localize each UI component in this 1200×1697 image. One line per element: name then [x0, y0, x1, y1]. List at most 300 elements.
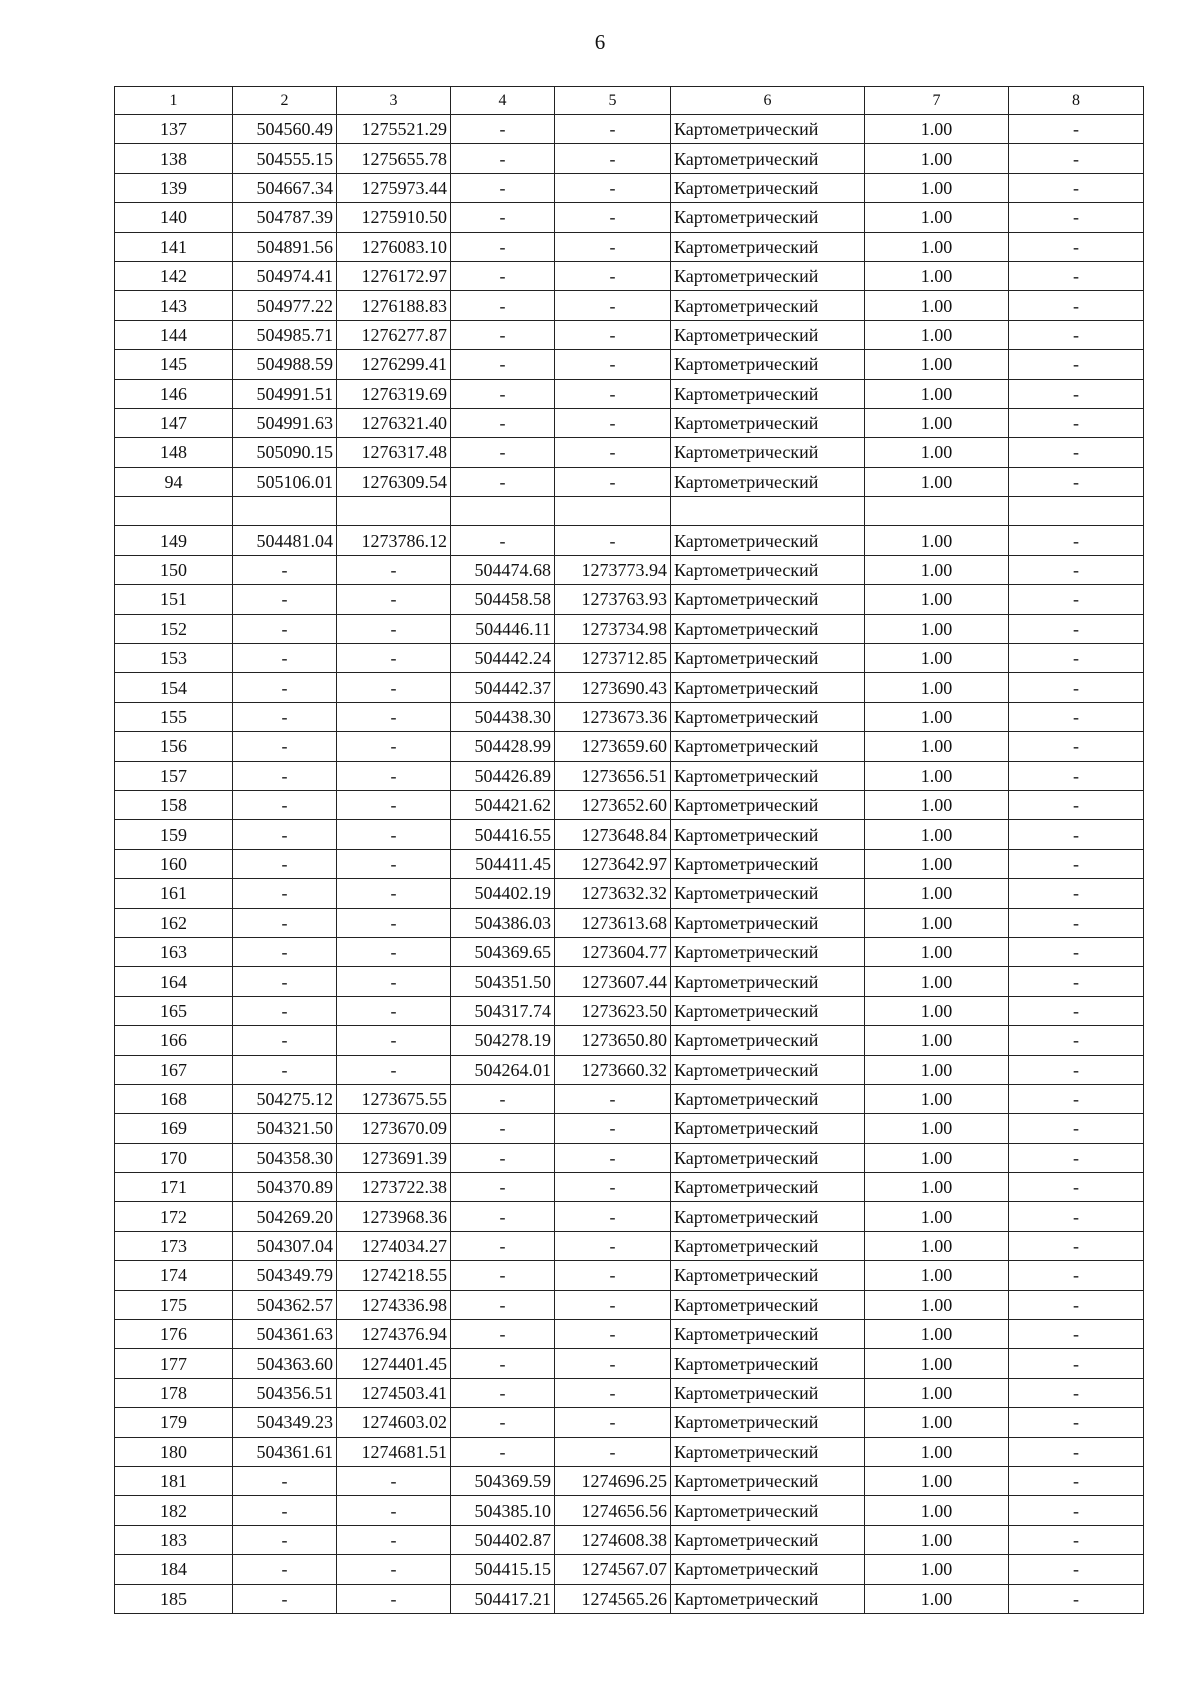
cell-point-number: 167	[115, 1055, 233, 1084]
cell-y-new: 1273613.68	[555, 908, 671, 937]
cell-method: Картометрический	[671, 261, 865, 290]
cell-accuracy: 1.00	[865, 1173, 1009, 1202]
cell-accuracy: 1.00	[865, 967, 1009, 996]
cell-x-coordinate	[233, 497, 337, 526]
cell-x-new: 504428.99	[451, 732, 555, 761]
cell-method: Картометрический	[671, 820, 865, 849]
cell-x-coordinate: 504977.22	[233, 291, 337, 320]
cell-x-new: 504474.68	[451, 555, 555, 584]
cell-y-coordinate: -	[337, 1496, 451, 1525]
cell-y-coordinate: 1273691.39	[337, 1143, 451, 1172]
cell-method: Картометрический	[671, 585, 865, 614]
cell-accuracy: 1.00	[865, 1084, 1009, 1113]
cell-point-number: 150	[115, 555, 233, 584]
column-header: 2	[233, 87, 337, 115]
table-row	[115, 879, 1144, 908]
table-row	[115, 614, 1144, 643]
cell-point-number: 160	[115, 849, 233, 878]
cell-accuracy: 1.00	[865, 115, 1009, 144]
cell-accuracy: 1.00	[865, 1114, 1009, 1143]
column-header: 8	[1009, 87, 1144, 115]
cell-y-new: -	[555, 1408, 671, 1437]
cell-y-coordinate: 1275521.29	[337, 115, 451, 144]
cell-point-number: 139	[115, 173, 233, 202]
cell-description: -	[1009, 879, 1144, 908]
cell-y-new	[555, 497, 671, 526]
cell-y-coordinate: -	[337, 702, 451, 731]
cell-x-new: 504458.58	[451, 585, 555, 614]
cell-y-new: 1273607.44	[555, 967, 671, 996]
cell-y-new: 1273773.94	[555, 555, 671, 584]
cell-description: -	[1009, 1114, 1144, 1143]
cell-y-coordinate: -	[337, 673, 451, 702]
cell-x-coordinate: -	[233, 820, 337, 849]
cell-x-coordinate: 505090.15	[233, 438, 337, 467]
table-row	[115, 467, 1144, 496]
table-row	[115, 555, 1144, 584]
table-row	[115, 1437, 1144, 1466]
cell-x-coordinate: -	[233, 614, 337, 643]
cell-point-number: 165	[115, 996, 233, 1025]
cell-description: -	[1009, 761, 1144, 790]
cell-y-new: 1274567.07	[555, 1555, 671, 1584]
cell-y-new: -	[555, 467, 671, 496]
cell-description: -	[1009, 614, 1144, 643]
cell-x-new: -	[451, 1173, 555, 1202]
cell-description: -	[1009, 1320, 1144, 1349]
cell-method: Картометрический	[671, 408, 865, 437]
cell-description: -	[1009, 232, 1144, 261]
cell-method: Картометрический	[671, 1173, 865, 1202]
cell-x-coordinate: 504985.71	[233, 320, 337, 349]
cell-point-number: 185	[115, 1584, 233, 1613]
cell-description: -	[1009, 467, 1144, 496]
cell-y-new: -	[555, 203, 671, 232]
cell-y-new: -	[555, 438, 671, 467]
table-header-row	[115, 87, 1144, 115]
cell-description: -	[1009, 526, 1144, 555]
cell-method: Картометрический	[671, 1320, 865, 1349]
cell-method: Картометрический	[671, 144, 865, 173]
cell-description: -	[1009, 1290, 1144, 1319]
table-row	[115, 350, 1144, 379]
cell-x-coordinate: 504481.04	[233, 526, 337, 555]
cell-x-new: 504421.62	[451, 790, 555, 819]
table-row	[115, 173, 1144, 202]
cell-description: -	[1009, 967, 1144, 996]
table-row	[115, 761, 1144, 790]
cell-x-new: -	[451, 408, 555, 437]
cell-x-coordinate: 504974.41	[233, 261, 337, 290]
cell-description: -	[1009, 1349, 1144, 1378]
cell-method: Картометрический	[671, 173, 865, 202]
cell-description: -	[1009, 1231, 1144, 1260]
cell-accuracy: 1.00	[865, 1437, 1009, 1466]
cell-point-number: 159	[115, 820, 233, 849]
cell-method: Картометрический	[671, 1143, 865, 1172]
cell-x-new: -	[451, 144, 555, 173]
cell-point-number: 140	[115, 203, 233, 232]
cell-description: -	[1009, 1525, 1144, 1554]
table-row	[115, 1320, 1144, 1349]
cell-point-number: 149	[115, 526, 233, 555]
cell-description: -	[1009, 1496, 1144, 1525]
cell-x-new: -	[451, 1408, 555, 1437]
table-row	[115, 232, 1144, 261]
cell-point-number: 156	[115, 732, 233, 761]
cell-accuracy: 1.00	[865, 379, 1009, 408]
cell-method: Картометрический	[671, 320, 865, 349]
cell-method: Картометрический	[671, 1231, 865, 1260]
cell-y-coordinate: -	[337, 937, 451, 966]
cell-x-new: -	[451, 350, 555, 379]
cell-y-coordinate: 1274603.02	[337, 1408, 451, 1437]
table-row	[115, 438, 1144, 467]
cell-y-new: -	[555, 1084, 671, 1113]
cell-point-number: 163	[115, 937, 233, 966]
cell-method: Картометрический	[671, 1408, 865, 1437]
cell-x-new: -	[451, 526, 555, 555]
cell-x-coordinate: -	[233, 732, 337, 761]
cell-method: Картометрический	[671, 761, 865, 790]
cell-point-number: 178	[115, 1378, 233, 1407]
cell-description: -	[1009, 379, 1144, 408]
cell-accuracy: 1.00	[865, 702, 1009, 731]
cell-x-new: 504416.55	[451, 820, 555, 849]
cell-x-new: -	[451, 1202, 555, 1231]
cell-x-new: 504402.87	[451, 1525, 555, 1554]
cell-method: Картометрический	[671, 1349, 865, 1378]
cell-description: -	[1009, 732, 1144, 761]
cell-method: Картометрический	[671, 203, 865, 232]
cell-y-new: 1273673.36	[555, 702, 671, 731]
cell-method: Картометрический	[671, 379, 865, 408]
cell-x-coordinate: 504370.89	[233, 1173, 337, 1202]
cell-x-new: 504411.45	[451, 849, 555, 878]
cell-accuracy: 1.00	[865, 467, 1009, 496]
cell-x-coordinate: 504362.57	[233, 1290, 337, 1319]
cell-method: Картометрический	[671, 849, 865, 878]
cell-description: -	[1009, 1261, 1144, 1290]
cell-x-coordinate: -	[233, 967, 337, 996]
cell-y-coordinate: -	[337, 879, 451, 908]
cell-x-new: -	[451, 379, 555, 408]
cell-x-new: 504369.65	[451, 937, 555, 966]
cell-point-number: 146	[115, 379, 233, 408]
cell-x-coordinate: -	[233, 996, 337, 1025]
cell-description: -	[1009, 849, 1144, 878]
table-row	[115, 585, 1144, 614]
cell-x-new: -	[451, 1378, 555, 1407]
cell-x-coordinate: -	[233, 585, 337, 614]
cell-x-coordinate: -	[233, 673, 337, 702]
cell-y-coordinate: 1273786.12	[337, 526, 451, 555]
cell-y-coordinate: -	[337, 790, 451, 819]
cell-y-new: -	[555, 1437, 671, 1466]
cell-accuracy: 1.00	[865, 1349, 1009, 1378]
cell-y-coordinate: 1275973.44	[337, 173, 451, 202]
cell-x-coordinate: 504321.50	[233, 1114, 337, 1143]
cell-method: Картометрический	[671, 1555, 865, 1584]
cell-y-new: -	[555, 1290, 671, 1319]
cell-y-new: -	[555, 1114, 671, 1143]
cell-y-coordinate: 1274336.98	[337, 1290, 451, 1319]
cell-description: -	[1009, 261, 1144, 290]
column-header: 6	[671, 87, 865, 115]
cell-y-new: -	[555, 1231, 671, 1260]
cell-x-new: -	[451, 1143, 555, 1172]
cell-point-number: 170	[115, 1143, 233, 1172]
cell-method: Картометрический	[671, 614, 865, 643]
cell-point-number: 173	[115, 1231, 233, 1260]
cell-x-new: -	[451, 1290, 555, 1319]
cell-y-coordinate: 1276317.48	[337, 438, 451, 467]
cell-accuracy: 1.00	[865, 1408, 1009, 1437]
cell-point-number: 166	[115, 1026, 233, 1055]
cell-point-number: 172	[115, 1202, 233, 1231]
cell-y-coordinate: 1274034.27	[337, 1231, 451, 1260]
cell-point-number: 180	[115, 1437, 233, 1466]
cell-y-coordinate: 1276309.54	[337, 467, 451, 496]
cell-method: Картометрический	[671, 790, 865, 819]
cell-y-coordinate: 1274681.51	[337, 1437, 451, 1466]
cell-x-coordinate: -	[233, 908, 337, 937]
cell-x-coordinate: 504891.56	[233, 232, 337, 261]
cell-y-new: -	[555, 526, 671, 555]
cell-x-coordinate: -	[233, 1026, 337, 1055]
cell-y-coordinate: -	[337, 1584, 451, 1613]
cell-accuracy: 1.00	[865, 203, 1009, 232]
cell-x-new: -	[451, 173, 555, 202]
cell-y-new: -	[555, 408, 671, 437]
cell-method: Картометрический	[671, 908, 865, 937]
table-row	[115, 1261, 1144, 1290]
cell-point-number: 164	[115, 967, 233, 996]
cell-description: -	[1009, 1026, 1144, 1055]
column-header: 7	[865, 87, 1009, 115]
cell-accuracy: 1.00	[865, 261, 1009, 290]
cell-accuracy: 1.00	[865, 908, 1009, 937]
table-row	[115, 115, 1144, 144]
cell-y-coordinate: 1274401.45	[337, 1349, 451, 1378]
cell-y-new: -	[555, 115, 671, 144]
cell-accuracy: 1.00	[865, 761, 1009, 790]
table-row	[115, 497, 1144, 526]
cell-point-number: 145	[115, 350, 233, 379]
cell-accuracy: 1.00	[865, 1143, 1009, 1172]
cell-point-number: 176	[115, 1320, 233, 1349]
cell-method: Картометрический	[671, 467, 865, 496]
column-header: 3	[337, 87, 451, 115]
table-row	[115, 408, 1144, 437]
cell-method: Картометрический	[671, 937, 865, 966]
cell-description: -	[1009, 115, 1144, 144]
table-row	[115, 1496, 1144, 1525]
cell-y-new: 1274656.56	[555, 1496, 671, 1525]
cell-accuracy: 1.00	[865, 438, 1009, 467]
cell-y-coordinate: 1273675.55	[337, 1084, 451, 1113]
cell-description: -	[1009, 1143, 1144, 1172]
cell-x-coordinate: 504363.60	[233, 1349, 337, 1378]
cell-description: -	[1009, 555, 1144, 584]
table-row	[115, 996, 1144, 1025]
cell-y-new: -	[555, 232, 671, 261]
cell-y-new: 1273763.93	[555, 585, 671, 614]
cell-description: -	[1009, 1173, 1144, 1202]
cell-description	[1009, 497, 1144, 526]
cell-accuracy: 1.00	[865, 1026, 1009, 1055]
cell-x-coordinate: 505106.01	[233, 467, 337, 496]
cell-y-coordinate: -	[337, 967, 451, 996]
table-row	[115, 1378, 1144, 1407]
cell-x-new: -	[451, 1114, 555, 1143]
table-row	[115, 1584, 1144, 1613]
cell-x-new: -	[451, 1437, 555, 1466]
cell-accuracy: 1.00	[865, 232, 1009, 261]
cell-y-new: -	[555, 261, 671, 290]
cell-accuracy: 1.00	[865, 849, 1009, 878]
cell-method: Картометрический	[671, 115, 865, 144]
cell-x-new: -	[451, 115, 555, 144]
cell-description: -	[1009, 350, 1144, 379]
cell-x-coordinate: -	[233, 1584, 337, 1613]
table-row	[115, 790, 1144, 819]
table-row	[115, 1349, 1144, 1378]
cell-x-new: 504446.11	[451, 614, 555, 643]
cell-point-number: 162	[115, 908, 233, 937]
cell-y-new: -	[555, 1202, 671, 1231]
table-row	[115, 732, 1144, 761]
table-row	[115, 320, 1144, 349]
cell-x-coordinate: -	[233, 937, 337, 966]
cell-point-number: 148	[115, 438, 233, 467]
cell-x-new: -	[451, 467, 555, 496]
cell-y-new: -	[555, 320, 671, 349]
cell-accuracy: 1.00	[865, 1496, 1009, 1525]
cell-y-new: 1273648.84	[555, 820, 671, 849]
column-header: 4	[451, 87, 555, 115]
cell-accuracy: 1.00	[865, 555, 1009, 584]
cell-method: Картометрический	[671, 996, 865, 1025]
cell-method: Картометрический	[671, 644, 865, 673]
cell-point-number: 141	[115, 232, 233, 261]
cell-y-new: -	[555, 1143, 671, 1172]
cell-x-new: 504264.01	[451, 1055, 555, 1084]
cell-y-new: 1274565.26	[555, 1584, 671, 1613]
cell-x-coordinate: 504991.51	[233, 379, 337, 408]
cell-description: -	[1009, 203, 1144, 232]
cell-method: Картометрический	[671, 702, 865, 731]
cell-y-coordinate: -	[337, 849, 451, 878]
cell-y-coordinate: -	[337, 1555, 451, 1584]
cell-y-new: 1273632.32	[555, 879, 671, 908]
cell-y-coordinate: 1274503.41	[337, 1378, 451, 1407]
cell-y-new: 1273690.43	[555, 673, 671, 702]
cell-y-new: -	[555, 144, 671, 173]
cell-x-new: -	[451, 1320, 555, 1349]
cell-accuracy: 1.00	[865, 879, 1009, 908]
table-row	[115, 1055, 1144, 1084]
cell-accuracy: 1.00	[865, 1261, 1009, 1290]
table-row	[115, 144, 1144, 173]
cell-point-number: 175	[115, 1290, 233, 1319]
cell-accuracy: 1.00	[865, 1555, 1009, 1584]
cell-description: -	[1009, 438, 1144, 467]
cell-y-coordinate: 1275655.78	[337, 144, 451, 173]
cell-y-coordinate: -	[337, 732, 451, 761]
cell-point-number: 143	[115, 291, 233, 320]
table-row	[115, 1114, 1144, 1143]
cell-y-coordinate: 1276188.83	[337, 291, 451, 320]
cell-point-number: 144	[115, 320, 233, 349]
table-row	[115, 1525, 1144, 1554]
cell-y-new: 1273650.80	[555, 1026, 671, 1055]
cell-x-new: 504438.30	[451, 702, 555, 731]
cell-point-number: 137	[115, 115, 233, 144]
cell-x-coordinate: -	[233, 1055, 337, 1084]
table-row	[115, 1408, 1144, 1437]
cell-x-new: -	[451, 232, 555, 261]
cell-accuracy: 1.00	[865, 644, 1009, 673]
cell-point-number: 151	[115, 585, 233, 614]
cell-accuracy: 1.00	[865, 1584, 1009, 1613]
cell-accuracy: 1.00	[865, 1320, 1009, 1349]
table-row	[115, 291, 1144, 320]
cell-x-coordinate: 504307.04	[233, 1231, 337, 1260]
cell-x-new: -	[451, 1084, 555, 1113]
cell-y-coordinate: 1276319.69	[337, 379, 451, 408]
table-row	[115, 203, 1144, 232]
cell-x-coordinate: 504560.49	[233, 115, 337, 144]
cell-y-new: 1273734.98	[555, 614, 671, 643]
table-row	[115, 1290, 1144, 1319]
cell-y-coordinate: -	[337, 1525, 451, 1554]
cell-x-new: -	[451, 320, 555, 349]
column-header: 5	[555, 87, 671, 115]
cell-y-new: 1274608.38	[555, 1525, 671, 1554]
cell-point-number	[115, 497, 233, 526]
cell-accuracy: 1.00	[865, 1466, 1009, 1495]
cell-description: -	[1009, 1055, 1144, 1084]
cell-method: Картометрический	[671, 1437, 865, 1466]
cell-y-coordinate: 1274218.55	[337, 1261, 451, 1290]
cell-point-number: 181	[115, 1466, 233, 1495]
cell-y-new: -	[555, 1349, 671, 1378]
cell-x-new: 504402.19	[451, 879, 555, 908]
cell-description: -	[1009, 820, 1144, 849]
cell-point-number: 153	[115, 644, 233, 673]
cell-method: Картометрический	[671, 1026, 865, 1055]
cell-y-new: 1273712.85	[555, 644, 671, 673]
cell-y-coordinate: -	[337, 908, 451, 937]
cell-description: -	[1009, 790, 1144, 819]
cell-point-number: 177	[115, 1349, 233, 1378]
cell-method: Картометрический	[671, 1055, 865, 1084]
cell-method: Картометрический	[671, 291, 865, 320]
cell-point-number: 183	[115, 1525, 233, 1554]
cell-method: Картометрический	[671, 1378, 865, 1407]
cell-y-coordinate: 1276321.40	[337, 408, 451, 437]
cell-x-coordinate: 504269.20	[233, 1202, 337, 1231]
cell-accuracy: 1.00	[865, 291, 1009, 320]
cell-accuracy: 1.00	[865, 614, 1009, 643]
cell-method: Картометрический	[671, 1202, 865, 1231]
table-row	[115, 379, 1144, 408]
cell-accuracy: 1.00	[865, 1290, 1009, 1319]
cell-y-coordinate: -	[337, 1466, 451, 1495]
cell-method: Картометрический	[671, 438, 865, 467]
cell-x-new: -	[451, 203, 555, 232]
